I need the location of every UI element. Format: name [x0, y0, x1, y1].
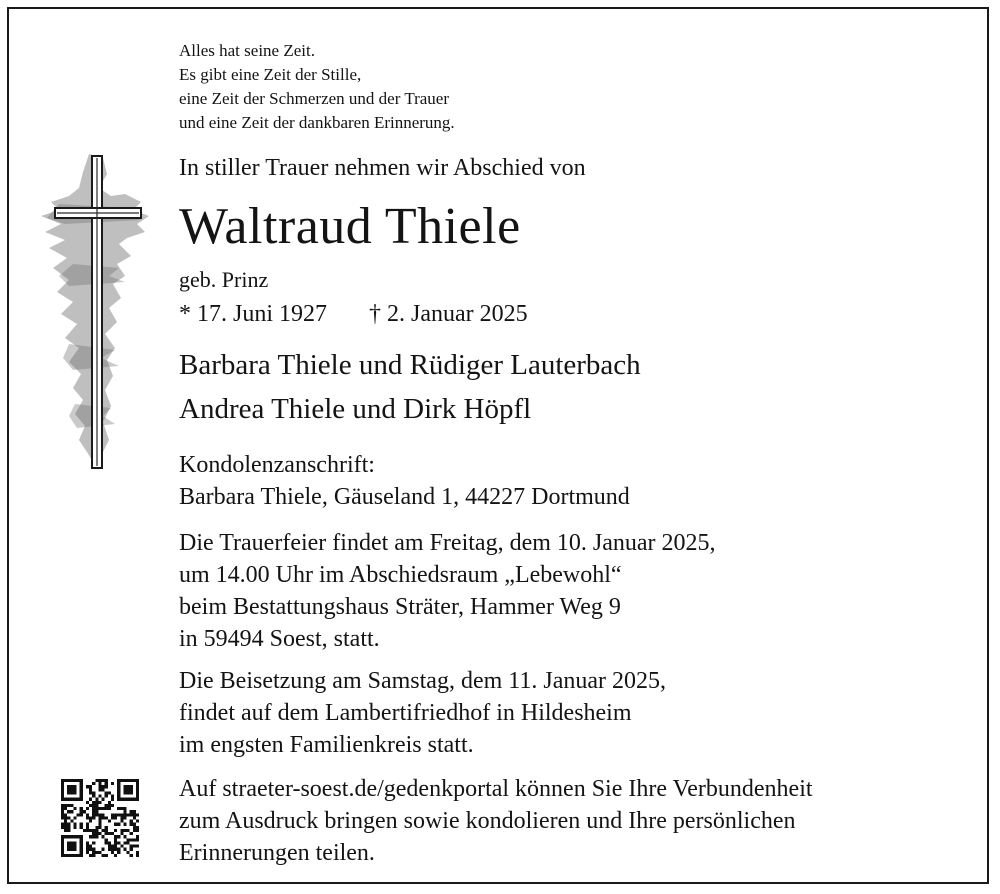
poem-line: Alles hat seine Zeit.: [179, 41, 315, 60]
burial-line: im engsten Familienkreis statt.: [179, 732, 474, 758]
obituary-notice: [7, 7, 989, 884]
poem-line: und eine Zeit der dankbaren Erinnerung.: [179, 113, 455, 132]
poem-line: eine Zeit der Schmerzen und der Trauer: [179, 89, 450, 108]
intro-line: In stiller Trauer nehmen wir Abschied von: [179, 155, 586, 181]
burial-line: Die Beisetzung am Samstag, dem 11. Januar 2025,: [179, 668, 667, 694]
online-line: Auf straeter-soest.de/gedenkportal können Sie Ihre Verbundenheit: [179, 776, 813, 802]
funeral-line: um 14.00 Uhr im Abschiedsraum „Lebewohl“: [179, 562, 622, 588]
death-date: † 2. Januar 2025: [369, 301, 528, 327]
burial-line: findet auf dem Lambertifriedhof in Hildesheim: [179, 700, 632, 726]
cross-icon: [29, 144, 159, 469]
mourner-line: Barbara Thiele und Rüdiger Lauterbach: [179, 349, 641, 381]
funeral-line: beim Bestattungshaus Sträter, Hammer Weg 9: [179, 594, 621, 620]
deceased-name: Waltraud Thiele: [179, 198, 521, 255]
poem-line: Es gibt eine Zeit der Stille,: [179, 65, 362, 84]
condolence-address: Barbara Thiele, Gäuseland 1, 44227 Dortmund: [179, 484, 630, 510]
funeral-line: in 59494 Soest, statt.: [179, 626, 380, 652]
online-line: zum Ausdruck bringen sowie kondolieren und Ihre persönlichen: [179, 808, 796, 834]
online-line: Erinnerungen teilen.: [179, 840, 375, 866]
birth-date: * 17. Juni 1927: [179, 301, 328, 327]
condolence-label: Kondolenzanschrift:: [179, 452, 375, 478]
funeral-line: Die Trauerfeier findet am Freitag, dem 10. Januar 2025,: [179, 530, 716, 556]
birth-name: geb. Prinz: [179, 267, 269, 292]
mourner-line: Andrea Thiele und Dirk Höpfl: [179, 393, 532, 425]
qr-code-icon[interactable]: [61, 779, 139, 857]
